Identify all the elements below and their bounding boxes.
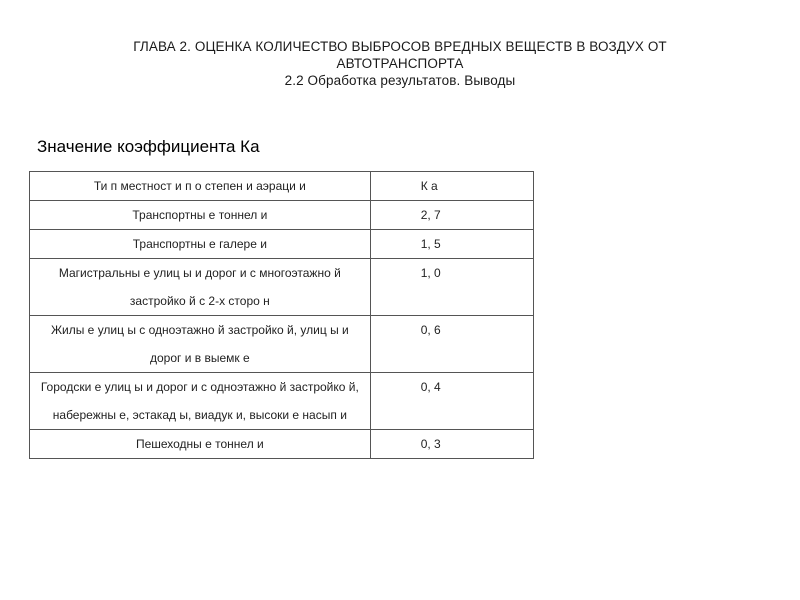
header-terrain-type: Ти п местност и п о степен и аэраци и bbox=[30, 172, 371, 201]
row-terrain-type: Городски е улиц ы и дорог и с одноэтажно й застройко й, набережны е, эстакад ы, виадук и, высоки е насып и bbox=[30, 373, 371, 430]
table-row bbox=[30, 259, 534, 316]
row-ka-value: 1, 0 bbox=[370, 259, 533, 316]
row-ka-value: 0, 6 bbox=[370, 316, 533, 373]
section-subtitle: 2.2 Обработка результатов. Выводы bbox=[284, 73, 516, 88]
table-row bbox=[30, 373, 534, 430]
row-ka-value: 2, 7 bbox=[370, 201, 533, 230]
row-terrain-type: Жилы е улиц ы с одноэтажно й застройко й, улиц ы и дорог и в выемк е bbox=[30, 316, 371, 373]
table-row bbox=[30, 201, 534, 230]
row-ka-value: 0, 3 bbox=[370, 430, 533, 459]
header-ka: К а bbox=[370, 172, 533, 201]
table-row bbox=[30, 430, 534, 459]
row-ka-value: 0, 4 bbox=[370, 373, 533, 430]
row-terrain-type: Транспортны е галере и bbox=[30, 230, 371, 259]
table-header-row bbox=[30, 172, 534, 201]
chapter-title: ГЛАВА 2. ОЦЕНКА КОЛИЧЕСТВО ВЫБРОСОВ ВРЕДНЫХ ВЕЩЕСТВ В ВОЗДУХ ОТ bbox=[133, 39, 667, 54]
row-terrain-type: Пешеходны е тоннел и bbox=[30, 430, 371, 459]
row-terrain-type: Транспортны е тоннел и bbox=[30, 201, 371, 230]
chapter-title-continued: АВТОТРАНСПОРТА bbox=[336, 56, 464, 71]
table-row bbox=[30, 316, 534, 373]
slide-header bbox=[80, 38, 720, 89]
table-row bbox=[30, 230, 534, 259]
row-terrain-type: Магистральны е улиц ы и дорог и с многоэтажно й застройко й с 2-х сторо н bbox=[30, 259, 371, 316]
row-ka-value: 1, 5 bbox=[370, 230, 533, 259]
table-caption: Значение коэффициента Ка bbox=[37, 137, 260, 156]
coefficient-table bbox=[29, 171, 534, 459]
